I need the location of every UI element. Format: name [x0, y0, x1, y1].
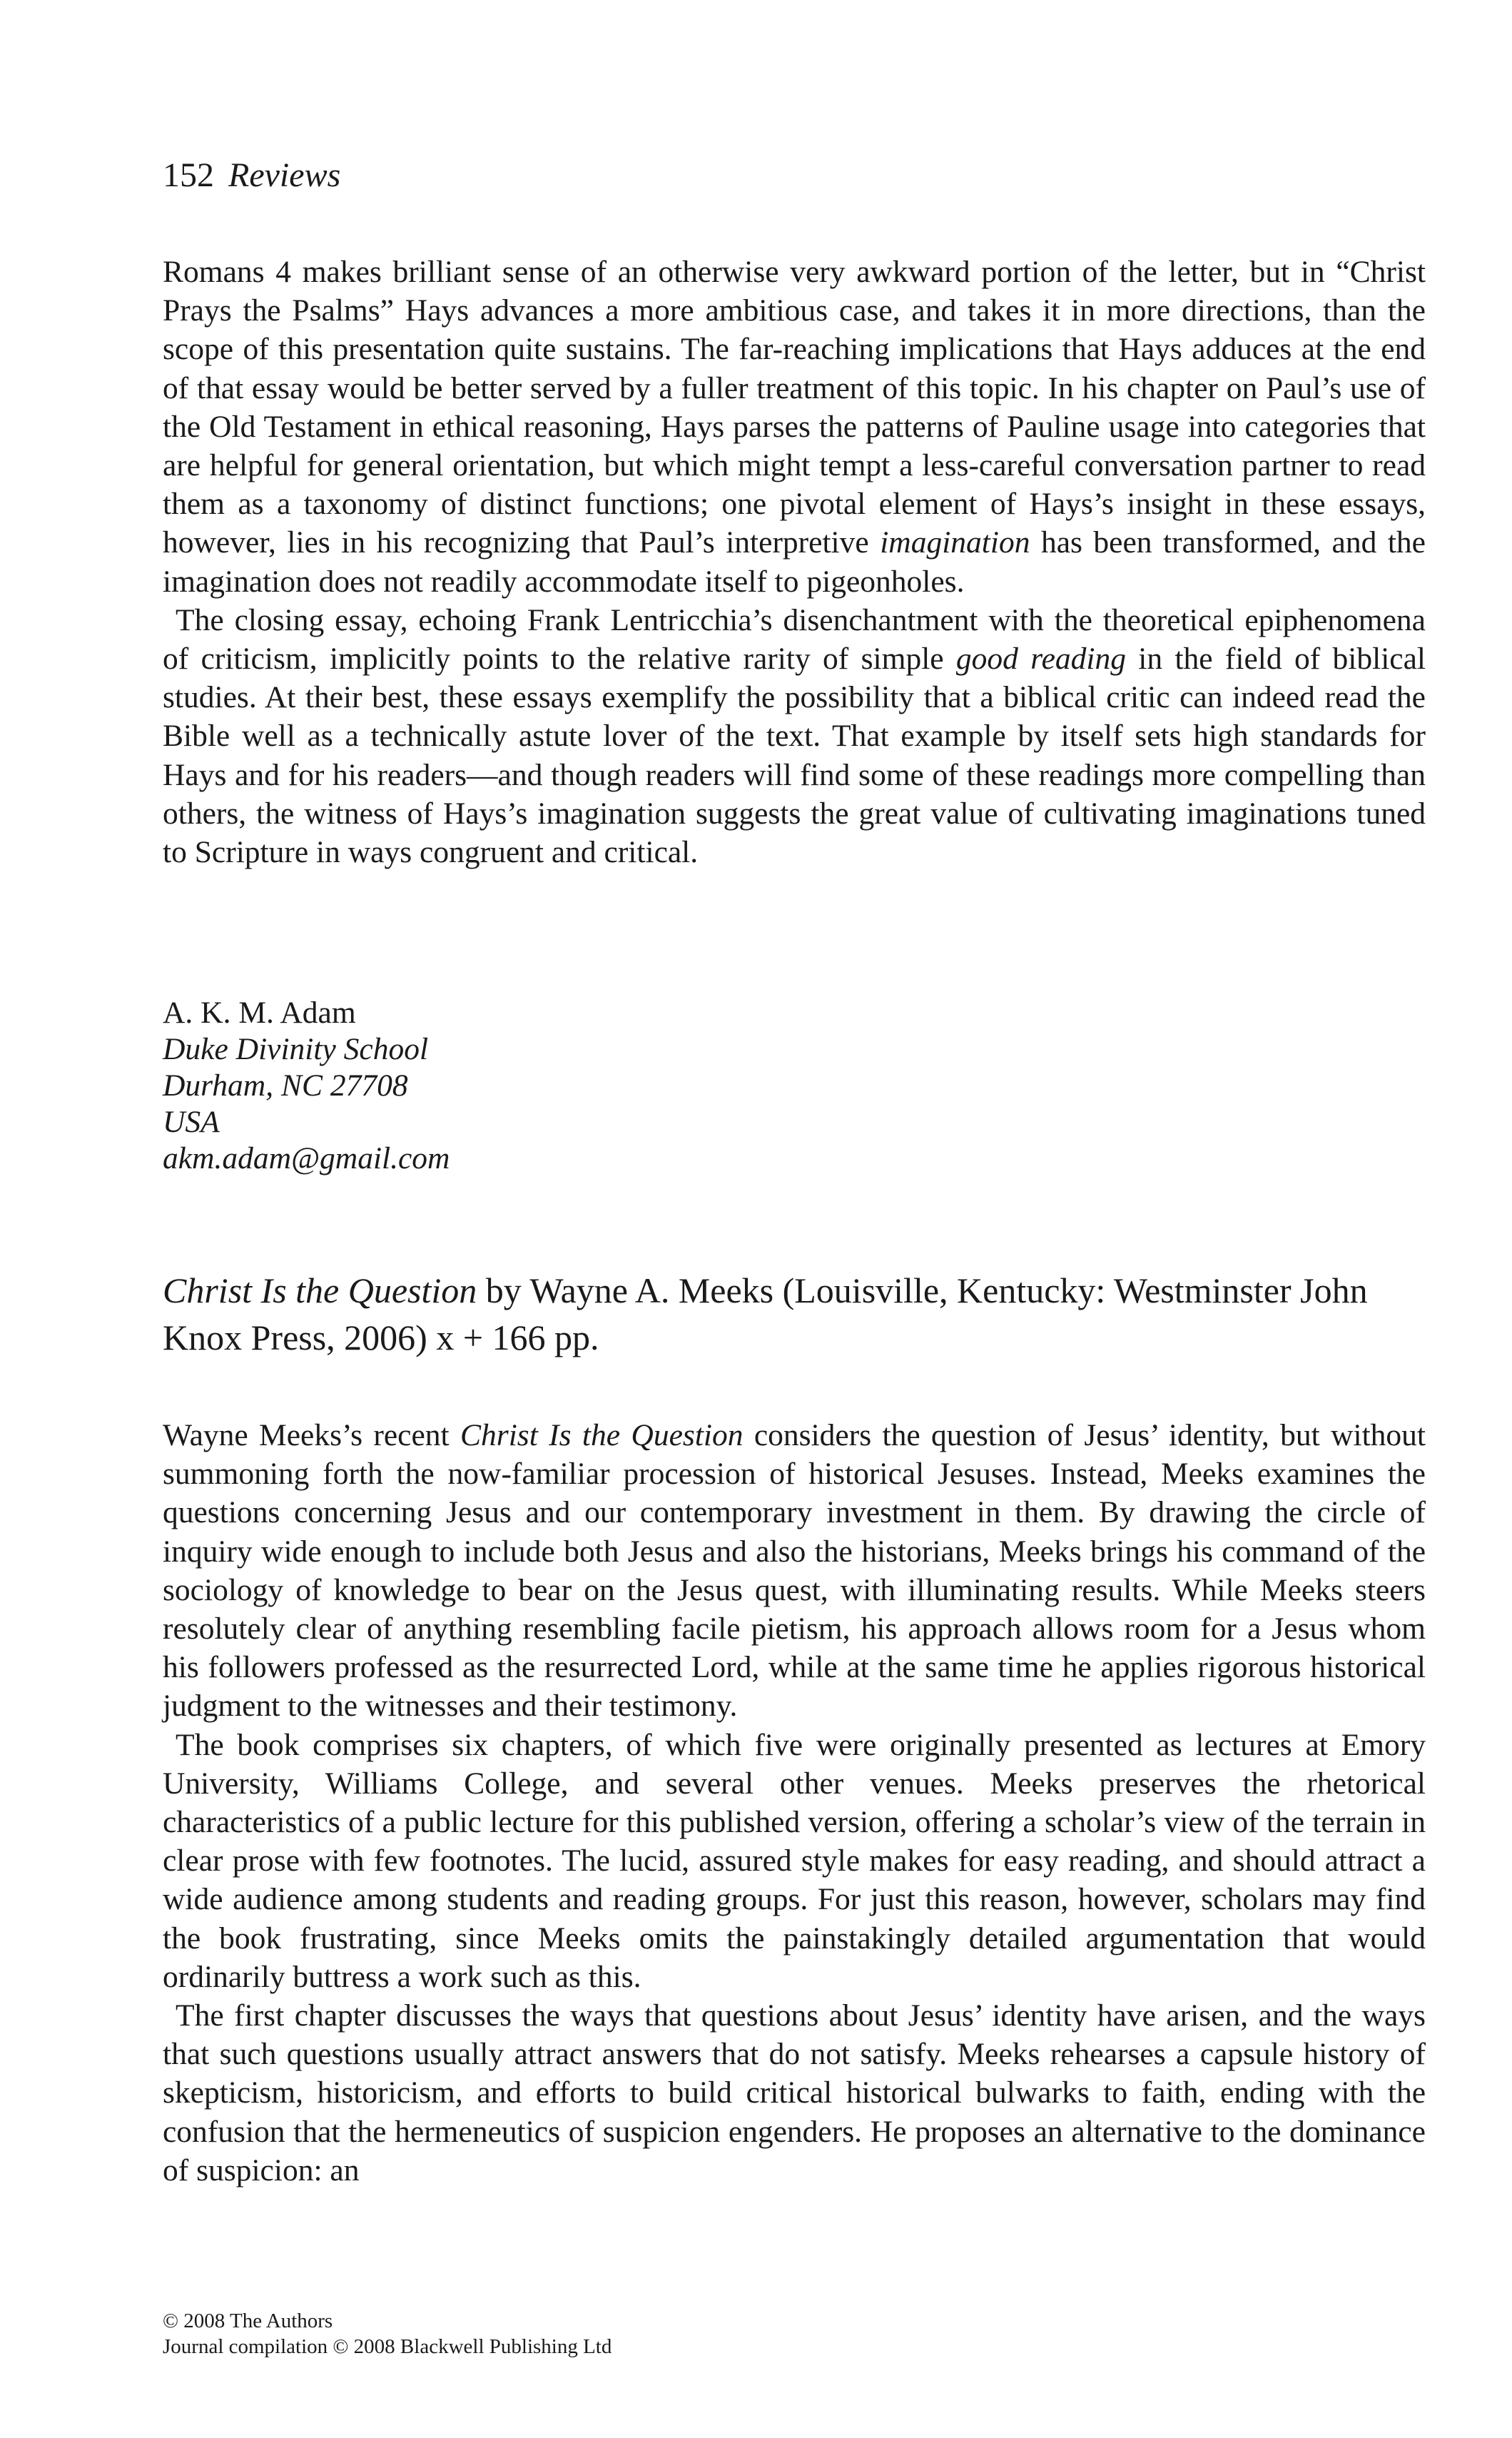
review-2-body [163, 1416, 1426, 2190]
reviewer-country: USA [163, 1105, 220, 1139]
review-2-paragraph-3: The first chapter discusses the ways that questions about Jesus’ identity have arisen, and the ways that such questions usually attract answers that do not satisfy. Meeks rehearses a capsule history of skepticism, historicism, and efforts to build critical historical bulwarks to faith, ending with the confusion that the hermeneutics of suspicion engenders. He proposes an alternative to the dominance of suspicion: an [163, 1998, 1426, 2187]
emphasis-imagination: imagination [880, 525, 1030, 560]
copyright-line-2: Journal compilation © 2008 Blackwell Publishing Ltd [163, 2335, 612, 2358]
emphasis-book-title: Christ Is the Question [460, 1418, 744, 1452]
book-title: Christ Is the Question [163, 1270, 477, 1310]
review-1-paragraph-2: The closing essay, echoing Frank Lentricchia’s disenchantment with the theoretical epiphenomena of criticism, implicitly points to the relative rarity of simple good reading in the field of biblical studies. At their best, these essays exemplify the possibility that a biblical critic can indeed read the Bible well as a technically astute lover of the text. That example by itself sets high standards for Hays and for his readers—and though readers will find some of these readings more compelling than others, the witness of Hays’s imagination suggests the great value of cultivating imaginations tuned to Scripture in ways congruent and critical. [163, 602, 1426, 870]
book-citation: by Wayne A. Meeks (Louisville, Kentucky: Westminster John Knox Press, 2006) x + 166 pp. [163, 1270, 1368, 1357]
journal-page [163, 0, 1426, 2438]
reviewer-email: akm.adam@gmail.com [163, 1141, 450, 1175]
review-1-paragraph-1: Romans 4 makes brilliant sense of an otherwise very awkward portion of the letter, but in “Christ Prays the Psalms” Hays advances a more ambitious case, and takes it in more directions, than the scope of this presentation quite sustains. The far-reaching implications that Hays adduces at the end of that essay would be better served by a fuller treatment of this topic. In his chapter on Paul’s use of the Old Testament in ethical reasoning, Hays parses the patterns of Pauline usage into categories that are helpful for general orientation, but which might tempt a less-careful conversation partner to read them as a taxonomy of distinct functions; one pivotal element of Hays’s insight in these essays, however, lies in his recognizing that Paul’s interpretive imagination has been transformed, and the imagination does not readily accommodate itself to pigeonholes. [163, 255, 1426, 599]
page-number: 152 [163, 156, 214, 194]
copyright-footer [163, 2308, 612, 2359]
review-1-body [163, 253, 1426, 871]
reviewer-city: Durham, NC 27708 [163, 1068, 408, 1103]
copyright-line-1: © 2008 The Authors [163, 2310, 333, 2332]
reviewer-signature [163, 995, 450, 1177]
reviewer-institution: Duke Divinity School [163, 1032, 429, 1066]
reviewer-name: A. K. M. Adam [163, 996, 356, 1030]
emphasis-good-reading: good reading [955, 642, 1126, 677]
review-2-paragraph-1: Wayne Meeks’s recent Christ Is the Question considers the question of Jesus’ identity, but without summoning forth the now-familiar procession of historical Jesuses. Instead, Meeks examines the questions concerning Jesus and our contemporary investment in them. By drawing the circle of inquiry wide enough to include both Jesus and also the historians, Meeks brings his command of the sociology of knowledge to bear on the Jesus quest, with illuminating results. While Meeks steers resolutely clear of anything resembling facile pietism, his approach allows room for a Jesus whom his followers professed as the resurrected Lord, while at the same time he applies rigorous historical judgment to the witnesses and their testimony. [163, 1418, 1426, 1724]
running-head [163, 156, 340, 196]
review-2-paragraph-2: The book comprises six chapters, of which five were originally presented as lectures at Emory University, Williams College, and several other venues. Meeks preserves the rhetorical characteristics of a public lecture for this published version, offering a scholar’s view of the terrain in clear prose with few footnotes. The lucid, assured style makes for easy reading, and should attract a wide audience among students and reading groups. For just this reason, however, scholars may find the book frustrating, since Meeks omits the painstakingly detailed argumentation that would ordinarily buttress a work such as this. [163, 1727, 1426, 1994]
running-head-title: Reviews [228, 156, 341, 194]
review-2-heading [163, 1267, 1426, 1361]
